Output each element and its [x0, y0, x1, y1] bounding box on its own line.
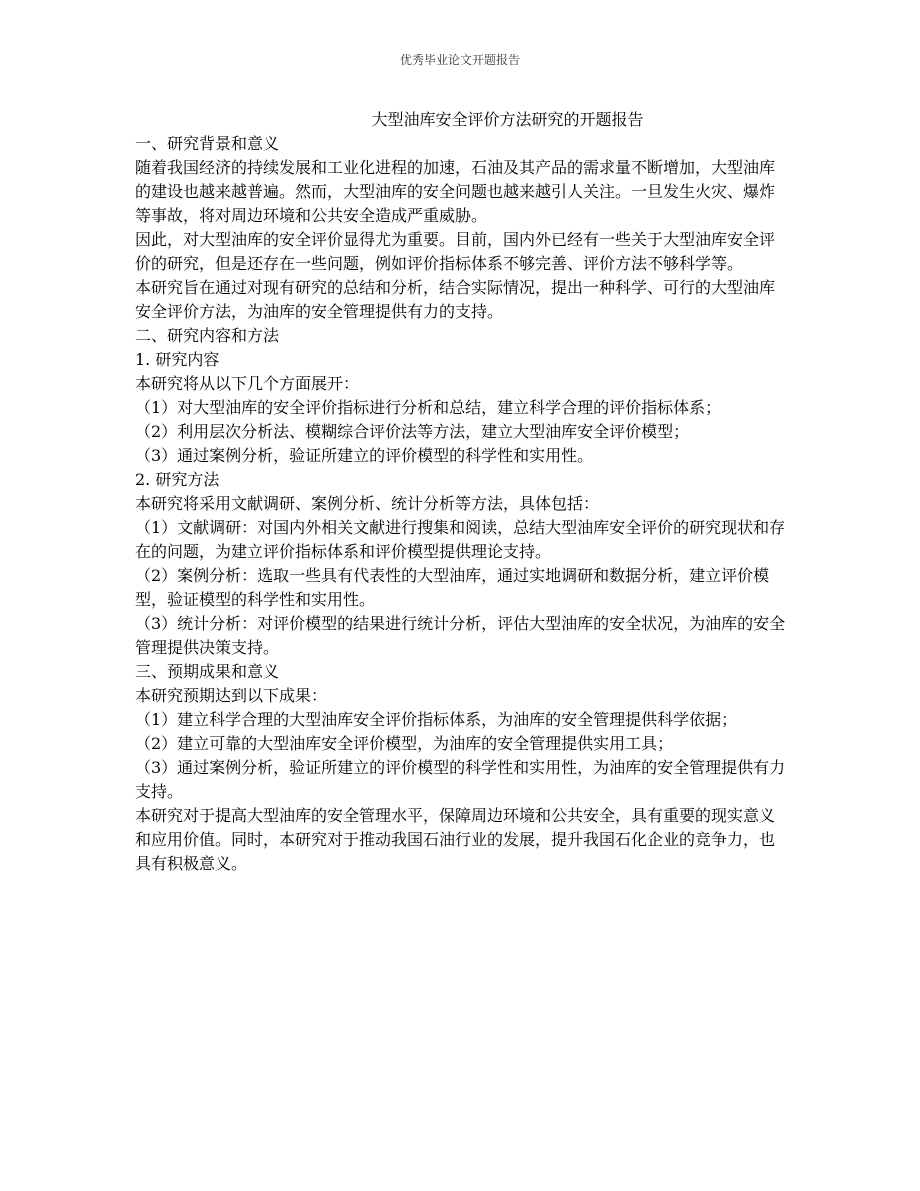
paragraph: 本研究旨在通过对现有研究的总结和分析，结合实际情况，提出一种科学、可行的大型油库安全评价方法，为油库的安全管理提供有力的支持。 — [135, 278, 776, 321]
list-item: （3）通过案例分析，验证所建立的评价模型的科学性和实用性。 — [135, 446, 594, 465]
page-header: 优秀毕业论文开题报告 — [399, 53, 520, 67]
list-item: （2）利用层次分析法、模糊综合评价法等方法，建立大型油库安全评价模型； — [135, 422, 690, 441]
section-heading-outcomes: 三、预期成果和意义 — [135, 662, 280, 681]
paragraph: 本研究预期达到以下成果： — [135, 686, 328, 705]
paragraph: 本研究对于提高大型油库的安全管理水平，保障周边环境和公共安全，具有重要的现实意义和应用价值。同时，本研究对于推动我国石油行业的发展，提升我国石化企业的竞争力，也具有积极意义。 — [135, 806, 776, 873]
list-item: （1）对大型油库的安全评价指标进行分析和总结，建立科学合理的评价指标体系； — [135, 398, 722, 417]
list-item: （3）统计分析：对评价模型的结果进行统计分析，评估大型油库的安全状况，为油库的安全管理提供决策支持。 — [135, 614, 786, 657]
document-body — [135, 108, 790, 876]
list-item: （2）案例分析：选取一些具有代表性的大型油库，通过实地调研和数据分析，建立评价模型，验证模型的科学性和实用性。 — [135, 566, 770, 609]
paragraph: 因此，对大型油库的安全评价显得尤为重要。目前，国内外已经有一些关于大型油库安全评价的研究，但是还存在一些问题，例如评价指标体系不够完善、评价方法不够科学等。 — [135, 230, 776, 273]
list-item: （1）建立科学合理的大型油库安全评价指标体系，为油库的安全管理提供科学依据； — [135, 710, 738, 729]
list-item: （3）通过案例分析，验证所建立的评价模型的科学性和实用性，为油库的安全管理提供有力支持。 — [135, 758, 786, 801]
list-item: （1）文献调研：对国内外相关文献进行搜集和阅读，总结大型油库安全评价的研究现状和存在的问题，为建立评价指标体系和评价模型提供理论支持。 — [135, 518, 786, 561]
subsection-heading-methods: 2. 研究方法 — [135, 470, 220, 489]
paragraph: 随着我国经济的持续发展和工业化进程的加速，石油及其产品的需求量不断增加，大型油库的建设也越来越普遍。然而，大型油库的安全问题也越来越引人关注。一旦发生火灾、爆炸等事故，将对周边环境和公共安全造成严重威胁。 — [135, 158, 776, 225]
subsection-heading-content: 1. 研究内容 — [135, 350, 220, 369]
document-title: 大型油库安全评价方法研究的开题报告 — [371, 110, 644, 129]
section-heading-content-methods: 二、研究内容和方法 — [135, 326, 280, 345]
paragraph: 本研究将采用文献调研、案例分析、统计分析等方法，具体包括： — [135, 494, 600, 513]
list-item: （2）建立可靠的大型油库安全评价模型，为油库的安全管理提供实用工具； — [135, 734, 674, 753]
paragraph: 本研究将从以下几个方面展开： — [135, 374, 360, 393]
section-heading-background: 一、研究背景和意义 — [135, 134, 280, 153]
